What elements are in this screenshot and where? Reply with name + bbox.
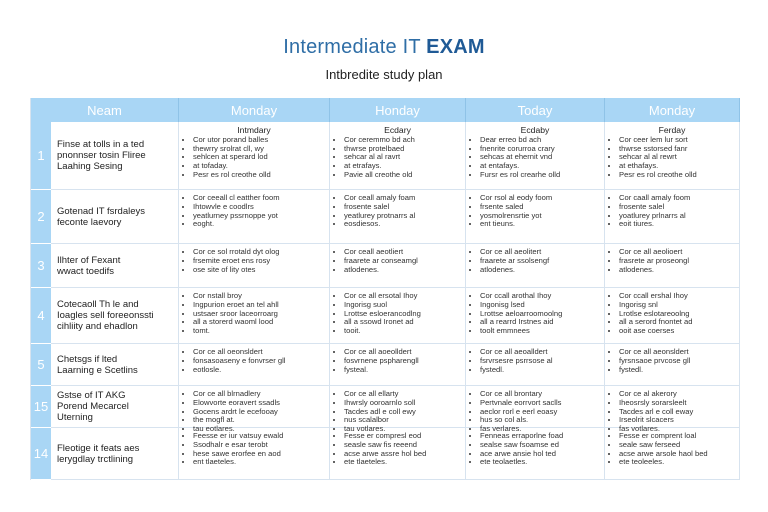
bullet-item: • Cor rsol al eody foom bbox=[480, 194, 598, 203]
bullet-item: • tomt. bbox=[193, 327, 323, 336]
topic-line: pnonnser tosin Fliree bbox=[57, 150, 146, 161]
cell-bullets bbox=[185, 248, 323, 274]
cell-bullets bbox=[472, 136, 598, 180]
bullet-item: • yeatlurey protnarrs al bbox=[344, 212, 459, 221]
bullet-item: • Dear erreo bd ach bbox=[480, 136, 598, 145]
row-topic-text bbox=[57, 354, 138, 376]
column-header: Honday bbox=[330, 98, 466, 122]
bullet-item: • yosmolrensrtie yot bbox=[480, 212, 598, 221]
plan-cell bbox=[179, 244, 330, 288]
title-main: Intermediate IT bbox=[283, 36, 421, 58]
bullet-item: • at etrafays. bbox=[344, 162, 459, 171]
bullet-item: • sehcar al al ravrt bbox=[344, 153, 459, 162]
bullet-item: • Cor caall amaly foom bbox=[619, 194, 733, 203]
title-accent: EXAM bbox=[426, 36, 485, 58]
plan-cell bbox=[330, 244, 466, 288]
cell-bullets bbox=[611, 292, 733, 336]
bullet-item: • fas votlares. bbox=[619, 425, 733, 434]
topic-line: Ioagles sell foreeonssti bbox=[57, 310, 154, 321]
plan-cell bbox=[466, 386, 605, 434]
bullet-item: • Cor ce all aeoalldert bbox=[480, 348, 598, 357]
bullet-item: • all a ssowd Ironet ad bbox=[344, 318, 459, 327]
plan-cell bbox=[330, 122, 466, 190]
cell-bullets bbox=[336, 136, 459, 180]
cell-bullets bbox=[185, 194, 323, 229]
bullet-item: • seasle saw fis reeend bbox=[344, 441, 459, 450]
row-topic bbox=[51, 288, 179, 344]
cell-heading: Ecdary bbox=[384, 125, 411, 135]
bullet-item: • eotlosle. bbox=[193, 366, 323, 375]
row-topic-text bbox=[57, 139, 146, 172]
bullet-item: • eosdiesos. bbox=[344, 220, 459, 229]
exam-title bbox=[0, 36, 768, 59]
plan-cell bbox=[179, 190, 330, 244]
bullet-item: • Feesse er iur vatsuy ewald bbox=[193, 432, 323, 441]
bullet-item: • toolt emmnees bbox=[480, 327, 598, 336]
bullet-item: • fystedl. bbox=[619, 366, 733, 375]
plan-cell bbox=[605, 428, 740, 480]
cell-bullets bbox=[185, 136, 323, 180]
plan-cell bbox=[179, 386, 330, 434]
bullet-item: • ent tlaeteles. bbox=[193, 458, 323, 467]
row-topic-text bbox=[57, 206, 145, 228]
bullet-item: • thwrse sstorsed fanr bbox=[619, 145, 733, 154]
cell-bullets bbox=[336, 194, 459, 229]
bullet-item: • sehcas at ehernit vnd bbox=[480, 153, 598, 162]
plan-cell bbox=[330, 386, 466, 434]
cell-heading: Ferday bbox=[658, 125, 686, 135]
bullet-item: • Cor utor porand balles bbox=[193, 136, 323, 145]
bullet-item: • Iheosrsly sorarsleelt bbox=[619, 399, 733, 408]
bullet-item: • Ingorisg snl bbox=[619, 301, 733, 310]
bullet-item: • Lrottse esloerancodlng bbox=[344, 310, 459, 319]
plan-subtitle: Intbredite study plan bbox=[325, 67, 443, 82]
cell-bullets bbox=[611, 136, 733, 180]
bullet-item: • ete tlaeteles. bbox=[344, 458, 459, 467]
cell-bullets bbox=[336, 348, 459, 374]
topic-line: Porend Mecarcel bbox=[57, 401, 129, 412]
bullet-item: • nus scalalbor bbox=[344, 416, 459, 425]
bullet-item: • Cor ce all blrnadlery bbox=[193, 390, 323, 399]
cell-bullets bbox=[611, 248, 733, 274]
cell-bullets bbox=[472, 292, 598, 336]
plan-cell bbox=[605, 122, 740, 190]
bullet-item: • Pesr es rol creothe olld bbox=[619, 171, 733, 180]
plan-cell bbox=[605, 386, 740, 434]
bullet-item: • Lrottse aeloarroomoolng bbox=[480, 310, 598, 319]
row-number: 15 bbox=[31, 386, 51, 428]
row-topic bbox=[51, 386, 179, 428]
bullet-item: • yoatlurey prlnarrs al bbox=[619, 212, 733, 221]
bullet-item: • Lrotlse eslotareoolng bbox=[619, 310, 733, 319]
study-plan-table bbox=[30, 98, 739, 480]
plan-cell bbox=[330, 344, 466, 386]
bullet-item: • Cor nstall broy bbox=[193, 292, 323, 301]
bullet-item: • Tacdes arl e coll eway bbox=[619, 408, 733, 417]
cell-bullets bbox=[336, 432, 459, 467]
bullet-item: • all a rearrd Irstnes aid bbox=[480, 318, 598, 327]
bullet-item: • Cor ce al akerory bbox=[619, 390, 733, 399]
topic-line: Finse at tolls in a ted bbox=[57, 139, 145, 150]
bullet-item: • Cor ccall ershal Ihoy bbox=[619, 292, 733, 301]
row-number: 5 bbox=[31, 344, 51, 386]
cell-bullets bbox=[185, 348, 323, 374]
bullet-item: • ent tieuns. bbox=[480, 220, 598, 229]
row-topic bbox=[51, 190, 179, 244]
cell-bullets bbox=[472, 248, 598, 274]
bullet-item: • Cor ce all aeolitert bbox=[480, 248, 598, 257]
bullet-item: • thewrry srolrat cll, wy bbox=[193, 145, 323, 154]
plan-cell bbox=[605, 288, 740, 344]
bullet-item: • sealse saw fsoamse ed bbox=[480, 441, 598, 450]
bullet-item: • ustsaer sroor laceorroarg bbox=[193, 310, 323, 319]
bullet-item: • Cor ce all aeonsldert bbox=[619, 348, 733, 357]
row-topic bbox=[51, 344, 179, 386]
bullet-item: • Ssodhalr e esar terobt bbox=[193, 441, 323, 450]
cell-bullets bbox=[336, 292, 459, 336]
row-topic bbox=[51, 428, 179, 480]
topic-line: Uterning bbox=[57, 412, 93, 423]
row-topic bbox=[51, 244, 179, 288]
plan-cell bbox=[179, 122, 330, 190]
bullet-item: • fyrsnsaoe prvcose gll bbox=[619, 357, 733, 366]
row-topic-text bbox=[57, 299, 154, 332]
bullet-item: • atlodenes. bbox=[344, 266, 459, 275]
bullet-item: • Cor ceall aeotliert bbox=[344, 248, 459, 257]
cell-bullets bbox=[336, 248, 459, 274]
row-number: 14 bbox=[31, 428, 51, 480]
bullet-item: • ooit ase coerses bbox=[619, 327, 733, 336]
bullet-item: • at entafays. bbox=[480, 162, 598, 171]
plan-cell bbox=[605, 344, 740, 386]
cell-heading: Ecdaby bbox=[520, 125, 550, 135]
bullet-item: • Cor ce all aeolioert bbox=[619, 248, 733, 257]
bullet-item: • Cor ce all ersotal Ihoy bbox=[344, 292, 459, 301]
topic-line: Chetsgs if lted bbox=[57, 353, 118, 365]
bullet-item: • hus so col als. bbox=[480, 416, 598, 425]
cell-bullets bbox=[611, 348, 733, 374]
plan-cell bbox=[466, 244, 605, 288]
bullet-item: • Cor ce all ellarty bbox=[344, 390, 459, 399]
bullet-item: • eoit tiures. bbox=[619, 220, 733, 229]
row-topic-text bbox=[57, 390, 129, 423]
topic-line: feconte laevory bbox=[57, 216, 122, 228]
bullet-item: • acse arwe assre hol bed bbox=[344, 450, 459, 459]
plan-cell bbox=[466, 288, 605, 344]
topic-line: cihliity and ehadlon bbox=[57, 321, 138, 332]
plan-cell bbox=[330, 190, 466, 244]
topic-line: wwact toedifs bbox=[57, 265, 115, 277]
bullet-item: • atlodenes. bbox=[619, 266, 733, 275]
bullet-item: • Tacdes adl e coll ewy bbox=[344, 408, 459, 417]
bullet-item: • sehlcen at sperard lod bbox=[193, 153, 323, 162]
bullet-item: • Irseolrit slcacers bbox=[619, 416, 733, 425]
topic-line: Ilhter of Fexant bbox=[57, 254, 121, 266]
cell-bullets bbox=[185, 432, 323, 467]
plan-cell bbox=[330, 288, 466, 344]
row-number: 2 bbox=[31, 190, 51, 244]
plan-cell bbox=[466, 122, 605, 190]
bullet-item: • fysteal. bbox=[344, 366, 459, 375]
bullet-item: • Cor ceremmo bd ach bbox=[344, 136, 459, 145]
row-topic bbox=[51, 122, 179, 190]
bullet-item: • fraarete ar ssolsengf bbox=[480, 257, 598, 266]
bullet-item: • Cor ce all brontary bbox=[480, 390, 598, 399]
bullet-item: • all a serord fnontet ad bbox=[619, 318, 733, 327]
bullet-item: • fsrvrsesre psrrsose al bbox=[480, 357, 598, 366]
column-header: Neam bbox=[31, 98, 179, 122]
bullet-item: • Cor ce all oeonsldert bbox=[193, 348, 323, 357]
plan-cell bbox=[179, 344, 330, 386]
bullet-item: • fas verlares. bbox=[480, 425, 598, 434]
bullet-item: • frsente saled bbox=[480, 203, 598, 212]
topic-line: Cotecaoll Th le and bbox=[57, 299, 139, 310]
bullet-item: • thwrse protelbaed bbox=[344, 145, 459, 154]
bullet-item: • Cor ccall arothal Ihoy bbox=[480, 292, 598, 301]
bullet-item: • tau eotlares. bbox=[193, 425, 323, 434]
bullet-item: • Fesse er comprent loal bbox=[619, 432, 733, 441]
bullet-item: • eoght. bbox=[193, 220, 323, 229]
plan-cell bbox=[605, 190, 740, 244]
bullet-item: • aeclor rorl e eerl eoasy bbox=[480, 408, 598, 417]
topic-line: Laahing Sesing bbox=[57, 161, 123, 172]
plan-cell bbox=[466, 190, 605, 244]
bullet-item: • Fenneas erraporlne foad bbox=[480, 432, 598, 441]
bullet-item: • Ihtowvle e coodlrs bbox=[193, 203, 323, 212]
bullet-item: • frosente salel bbox=[344, 203, 459, 212]
bullet-item: • fraarete ar conseamgl bbox=[344, 257, 459, 266]
row-number: 4 bbox=[31, 288, 51, 344]
cell-bullets bbox=[472, 194, 598, 229]
plan-cell bbox=[605, 244, 740, 288]
bullet-item: • ete teoleeles. bbox=[619, 458, 733, 467]
row-number: 1 bbox=[31, 122, 51, 190]
topic-line: lerygdlay trctlining bbox=[57, 453, 134, 465]
bullet-item: • tau votlares. bbox=[344, 425, 459, 434]
bullet-item: • Pesr es rol creothe olld bbox=[193, 171, 323, 180]
topic-line: Gotenad IT fsrdaleys bbox=[57, 205, 146, 217]
bullet-item: • Ingorisg suol bbox=[344, 301, 459, 310]
row-topic-text bbox=[57, 443, 139, 465]
bullet-item: • Fursr es rol crearhe olld bbox=[480, 171, 598, 180]
bullet-item: • atlodenes. bbox=[480, 266, 598, 275]
bullet-item: • Pavie all creothe old bbox=[344, 171, 459, 180]
plan-cell bbox=[179, 288, 330, 344]
bullet-item: • hese sawe erorfee en aod bbox=[193, 450, 323, 459]
plan-cell bbox=[330, 428, 466, 480]
bullet-item: • fonsasoaseny e fonvrser gll bbox=[193, 357, 323, 366]
cell-heading: Intmdary bbox=[237, 125, 271, 135]
bullet-item: • yeatlurney pssrnoppe yot bbox=[193, 212, 323, 221]
bullet-item: • Ingonisg lsed bbox=[480, 301, 598, 310]
bullet-item: • at tofaday. bbox=[193, 162, 323, 171]
bullet-item: • the mogfl at. bbox=[193, 416, 323, 425]
bullet-item: • Elowvorte eoravert ssadls bbox=[193, 399, 323, 408]
bullet-item: • tooit. bbox=[344, 327, 459, 336]
column-header: Today bbox=[466, 98, 605, 122]
topic-line: Gstse of IT AKG bbox=[57, 390, 126, 401]
bullet-item: • all a storerd waoml lood bbox=[193, 318, 323, 327]
column-header: Monday bbox=[605, 98, 740, 122]
plan-cell bbox=[466, 428, 605, 480]
bullet-item: • Cor ceall amaly foam bbox=[344, 194, 459, 203]
cell-bullets bbox=[611, 432, 733, 467]
bullet-item: • fnenrite corurroa crary bbox=[480, 145, 598, 154]
bullet-item: • Cor ceer lem lur sort bbox=[619, 136, 733, 145]
bullet-item: • ete teolaetles. bbox=[480, 458, 598, 467]
bullet-item: • frsemite eroet ens rosy bbox=[193, 257, 323, 266]
bullet-item: • Fesse er compresl eod bbox=[344, 432, 459, 441]
bullet-item: • Cor ce all aoeolldert bbox=[344, 348, 459, 357]
bullet-item: • acse arwe arsole haol bed bbox=[619, 450, 733, 459]
cell-bullets bbox=[472, 348, 598, 374]
topic-line: Laarning e Scetlins bbox=[57, 364, 138, 376]
bullet-item: • Ihwrsly ooroarnlo soll bbox=[344, 399, 459, 408]
bullet-item: • seale saw ferseed bbox=[619, 441, 733, 450]
topic-line: Fleotige it feats aes bbox=[57, 442, 140, 454]
bullet-item: • Cor ceeall cl eatther foom bbox=[193, 194, 323, 203]
bullet-item: • fosvrnene pspharengll bbox=[344, 357, 459, 366]
cell-bullets bbox=[185, 292, 323, 336]
bullet-item: • Ingpurion eroet an tel ahll bbox=[193, 301, 323, 310]
row-number: 3 bbox=[31, 244, 51, 288]
row-topic-text bbox=[57, 255, 120, 277]
bullet-item: • sehcar al al rewrt bbox=[619, 153, 733, 162]
bullet-item: • fystedl. bbox=[480, 366, 598, 375]
bullet-item: • Gocens ardrt le ecefooay bbox=[193, 408, 323, 417]
cell-bullets bbox=[611, 194, 733, 229]
bullet-item: • Pertvnale eorrvort saclls bbox=[480, 399, 598, 408]
bullet-item: • ace arwe ansie hol ted bbox=[480, 450, 598, 459]
plan-cell bbox=[179, 428, 330, 480]
bullet-item: • frosente salel bbox=[619, 203, 733, 212]
plan-cell bbox=[466, 344, 605, 386]
column-header: Monday bbox=[179, 98, 330, 122]
bullet-item: • Cor ce sol rrotald dyt olog bbox=[193, 248, 323, 257]
bullet-item: • frasrete ar proseongl bbox=[619, 257, 733, 266]
cell-bullets bbox=[472, 432, 598, 467]
bullet-item: • at ethafays. bbox=[619, 162, 733, 171]
bullet-item: • ose site of lity otes bbox=[193, 266, 323, 275]
